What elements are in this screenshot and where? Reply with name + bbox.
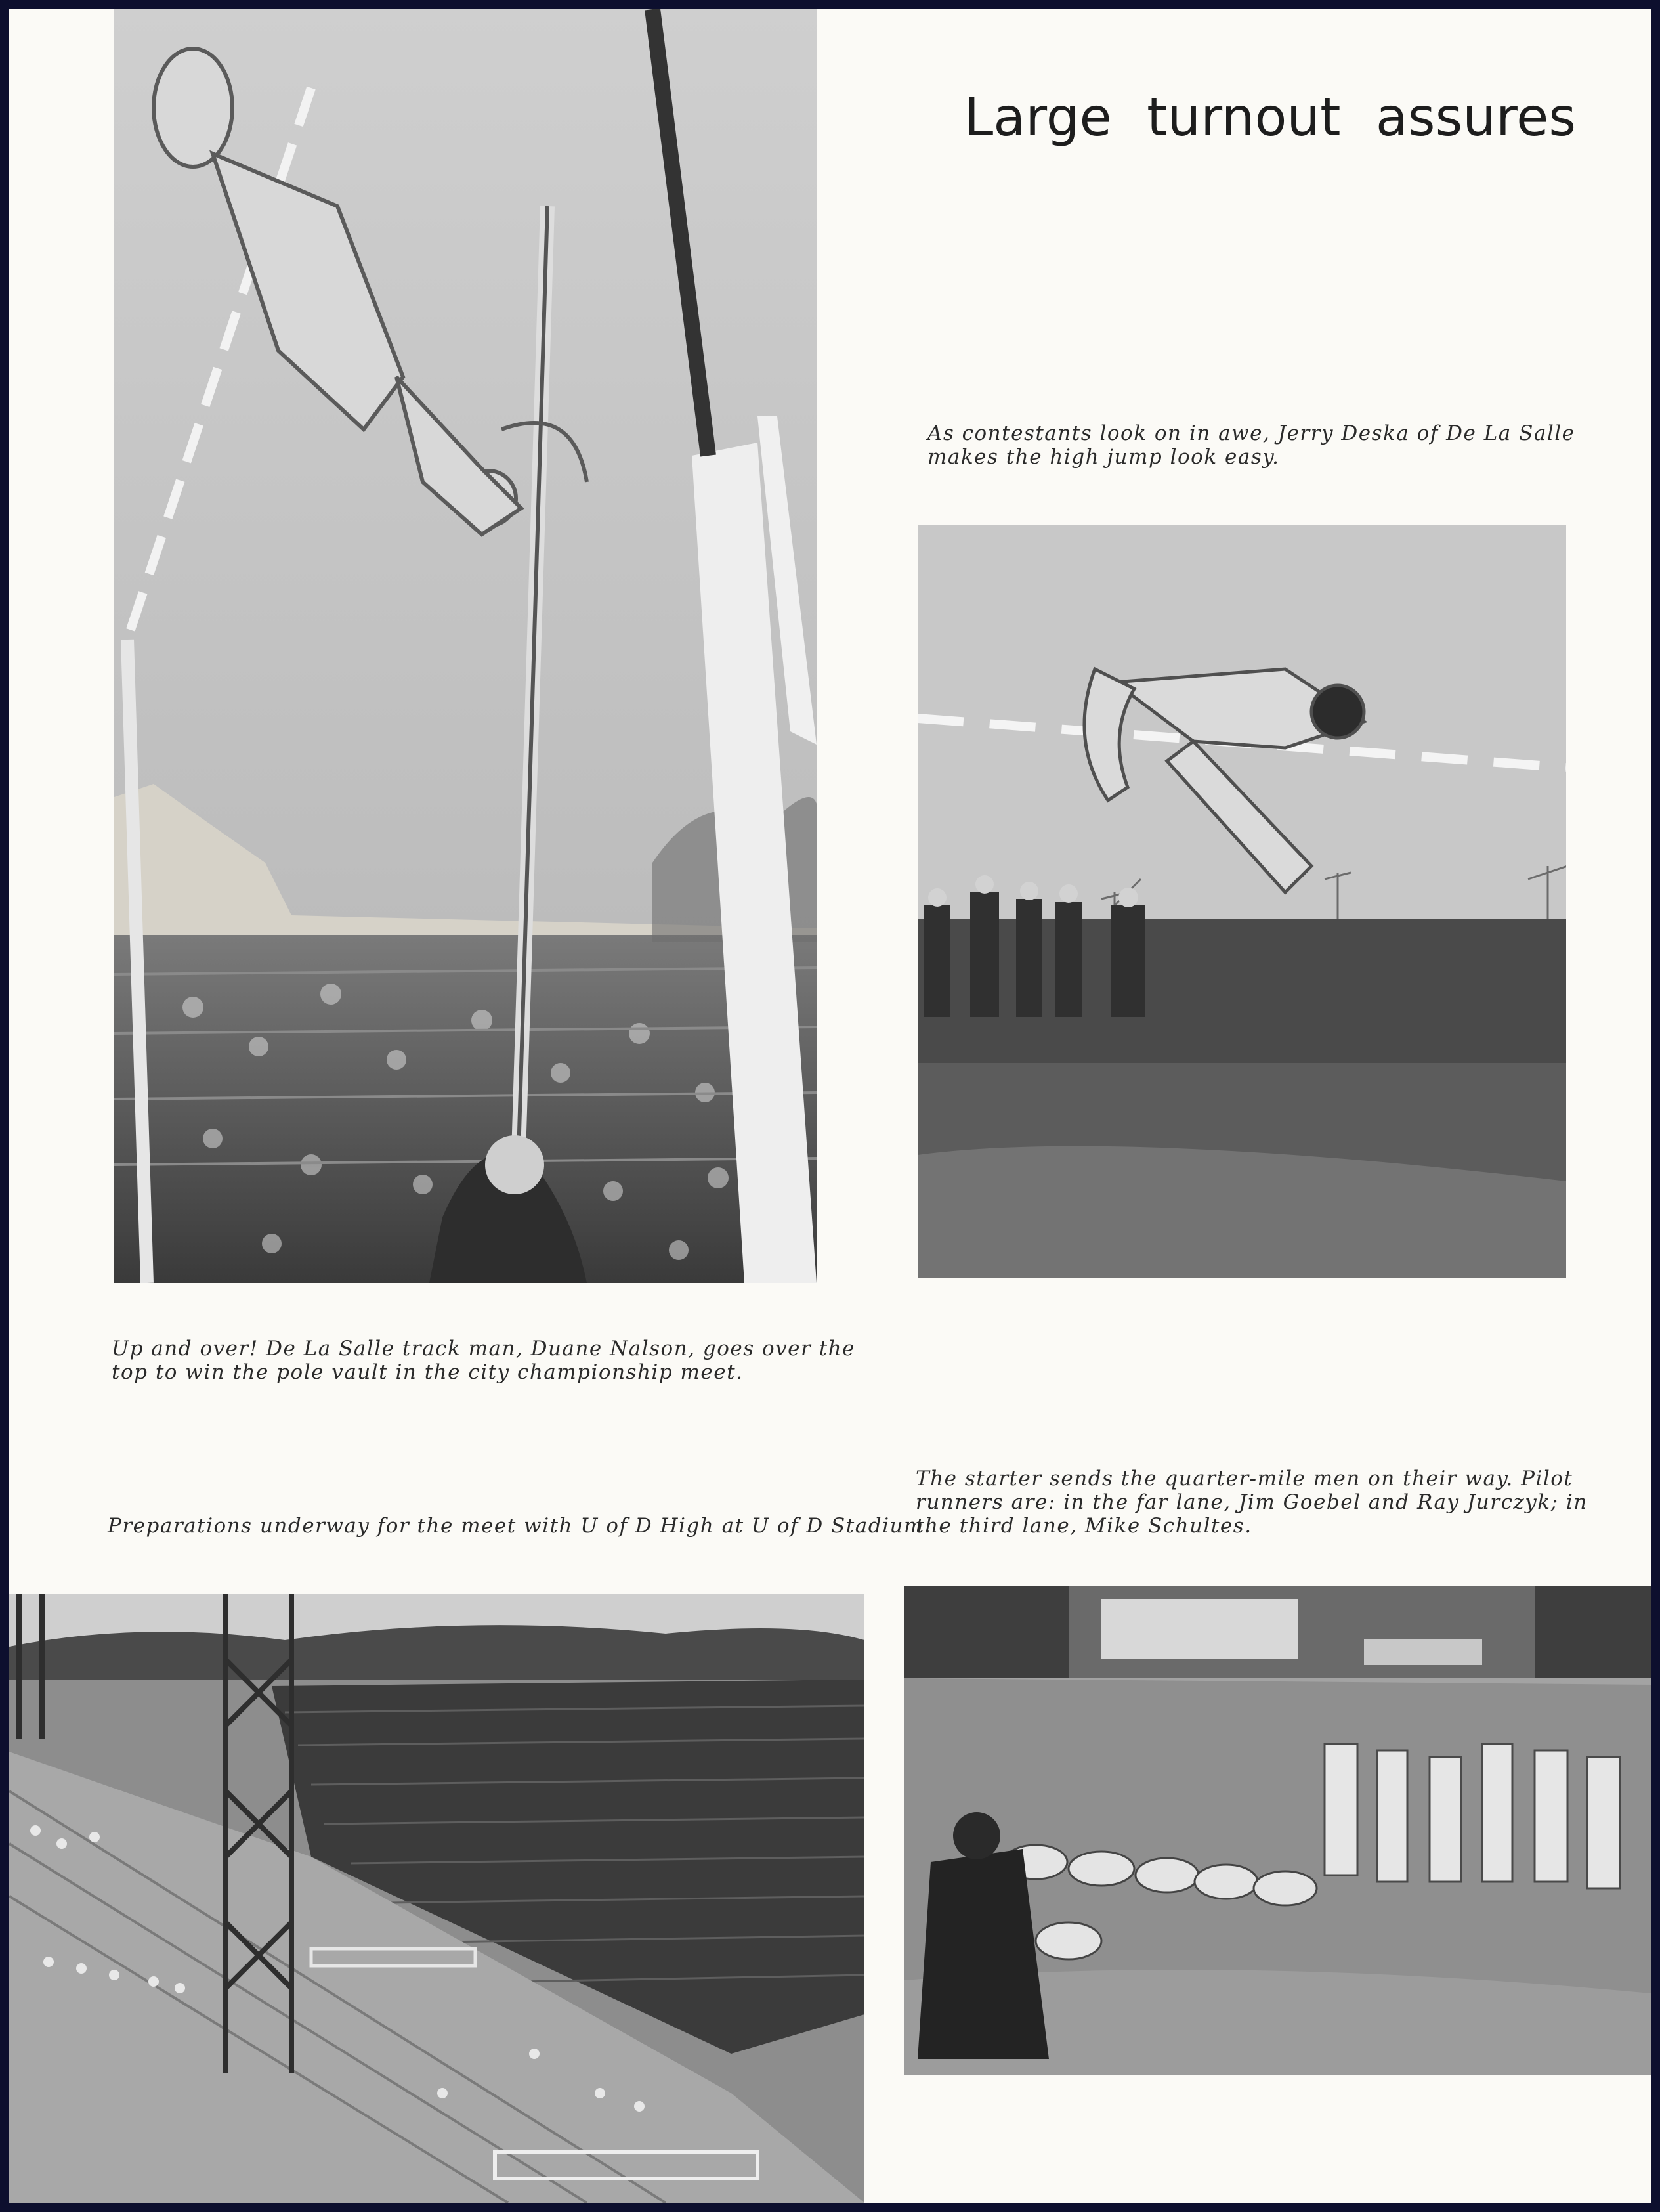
stadium-photo: [9, 1594, 864, 2203]
caption-line: As contestants look on in awe, Jerry Deska of De La Salle: [927, 422, 1575, 445]
caption-line: The starter sends the quarter-mile men on their way. Pilot: [916, 1467, 1573, 1490]
caption-line: Preparations underway for the meet with U of D High at U of D Stadium.: [108, 1514, 932, 1538]
pole-vault-photo: [114, 9, 817, 1283]
caption-line: top to win the pole vault in the city championship meet.: [112, 1360, 744, 1384]
stadium-caption: [108, 1514, 931, 1538]
quarter-mile-start-photo: [904, 1586, 1651, 2075]
caption-line: makes the high jump look easy.: [927, 445, 1280, 469]
high-jump-photo: [918, 525, 1566, 1278]
yearbook-page: [9, 9, 1651, 2203]
caption-line: the third lane, Mike Schultes.: [916, 1514, 1252, 1538]
caption-line: Up and over! De La Salle track man, Duane Nalson, goes over the: [112, 1337, 855, 1360]
pole-vault-caption: [112, 1337, 855, 1384]
quarter-mile-caption: [916, 1467, 1588, 1538]
caption-line: runners are: in the far lane, Jim Goebel and Ray Jurczyk; in: [916, 1490, 1588, 1514]
high-jump-caption: [927, 422, 1575, 469]
page-headline: Large turnout assures: [964, 87, 1576, 148]
